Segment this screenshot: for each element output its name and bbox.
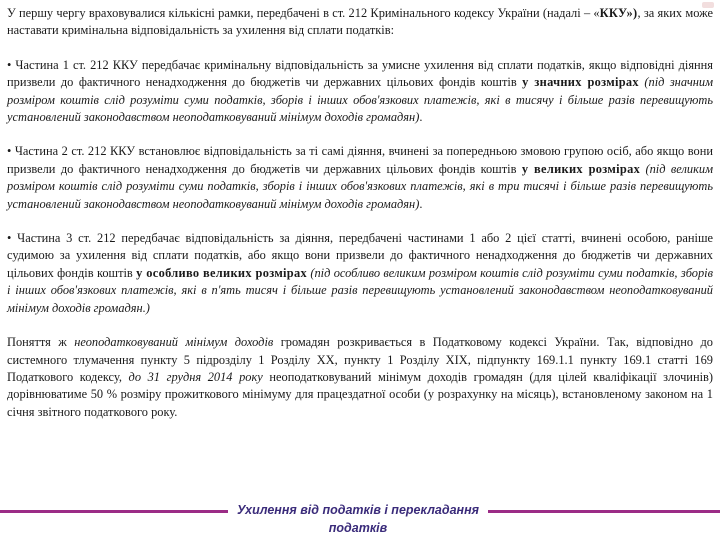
bullet-lead: Частина 2 ст. 212 ККУ встановлює відповідальність за ті самі діяння, вчинені за попередньою змовою групою осіб, або якщо вони призвели до фактичного ненадходження до бюджетів чи державних цільових фондів коштів — [7, 144, 713, 176]
bullet-note: (під особливо великим розміром коштів слід розуміти суми податків, зборів і інших обов'язкових платежів, які в п'ять тисяч і більше разів перевищують установлений законодавством неоподатковуваний мінімум доходів громадян.) — [7, 265, 713, 315]
bullet-lead: Частина 1 ст. 212 ККУ передбачає кримінальну відповідальність за умисне ухилення від сплати податків, якщо відповідні діяння призвели до фактичного ненадходження до бюджетів чи державних цільових фондів коштів — [7, 57, 713, 90]
footer-divider-right — [488, 510, 720, 513]
closing-text-2: громадян розкривається в Податковому кодексі України. Так, відповідно до системного тлумачення пункту 5 підрозділу 1 Розділу XX, пункту 1 Розділу XIX, підпункту 169.1.1 пункту 169.1 статті 169 Податкового кодексу, — [7, 335, 713, 384]
closing-text-1: Поняття ж — [7, 335, 75, 350]
bullet-emphasis: у великих розмірах — [521, 161, 641, 176]
intro-abbr: ККУ») — [599, 6, 638, 20]
bullet-note: (під великим розміром коштів слід розуміти суми податків, зборів і інших обов'язкових платежів, які в три тисячі і більше разів перевищують установлений законодавством неоподатковуваний мінімум доходів громадян) — [7, 161, 713, 211]
bullet-tail: . — [419, 110, 423, 125]
bullet-part-3 — [7, 230, 713, 317]
footer-divider-left — [0, 510, 228, 513]
footer-title: Ухилення від податків і перекладання податків — [237, 503, 479, 535]
bullet-emphasis: у значних розмірах — [522, 75, 639, 90]
closing-italic-2: до 31 грудня 2014 року — [128, 369, 263, 384]
bullet-emphasis: у особливо великих розмірах — [136, 265, 307, 280]
closing-italic-1: неоподатковуваний мінімум доходів — [74, 335, 274, 350]
bullet-part-1 — [7, 57, 713, 127]
bullet-lead: Частина 3 ст. 212 передбачає відповідальність за діяння, передбачені частинами 1 або 2 цієї статті, вчинені особою, раніше судимою за ухилення від сплати податків, або якщо вони призвели до фактичного ненадходження до бюджетів чи державних цільових фондів коштів — [7, 231, 713, 280]
main-text — [7, 5, 713, 421]
intro-paragraph — [7, 5, 713, 40]
bullet-tail: . — [419, 196, 423, 211]
closing-text-3: неоподатковуваний мінімум доходів громадян (для цілей кваліфікації злочинів) дорівнюватиме 50 % розміру прожиткового мінімуму для працездатної особи (у розрахунку на місяць), встановленому законом на 1 січня звітного податкового року. — [7, 369, 713, 419]
bullet-note: (під значним розміром коштів слід розуміти суми податків, зборів і інших обов'язкових платежів, які в тисячу і більше разів перевищують установлений законодавством неоподатковуваний мінімум доходів громадян) — [7, 75, 714, 125]
intro-text-a: У першу чергу враховувалися кількісні рамки, передбачені в ст. 212 Кримінального кодексу України (надалі – « — [7, 6, 600, 20]
bullet-part-2 — [7, 143, 713, 213]
closing-paragraph — [7, 334, 713, 421]
intro-text-b: , за яких може наставати кримінальна відповідальність за ухилення від сплати податків: — [7, 6, 713, 38]
